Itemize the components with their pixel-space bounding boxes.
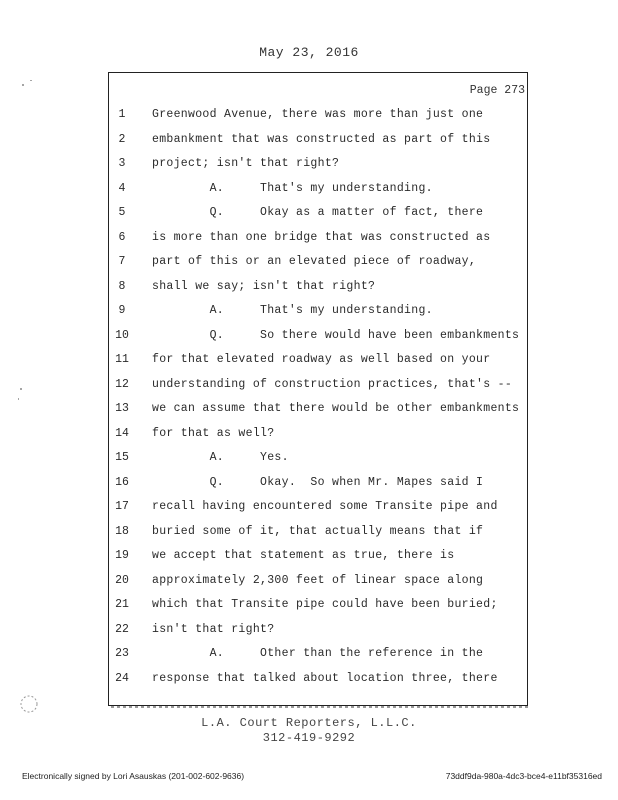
line-number: 12 [115, 377, 129, 391]
scan-speck [18, 398, 19, 400]
transcript-line [0, 593, 618, 617]
transcript-line [0, 471, 618, 495]
transcript-line [0, 667, 618, 691]
line-text: response that talked about location three, there [152, 671, 498, 685]
line-text: we can assume that there would be other embankments [152, 402, 520, 415]
line-number: 16 [115, 475, 129, 489]
line-text: Q. So there would have been embankments [152, 328, 520, 342]
court-reporters-phone: 312-419-9292 [262, 731, 356, 745]
transcript-line [0, 226, 618, 250]
line-text: we accept that statement as true, there is [152, 549, 455, 562]
line-number: 20 [115, 573, 129, 587]
transcript-line [0, 299, 618, 323]
line-number: 22 [115, 622, 129, 636]
page-number: Page 273 [469, 84, 525, 97]
line-text: isn't that right? [152, 622, 275, 636]
line-number: 6 [118, 230, 126, 244]
line-text: A. Yes. [152, 451, 289, 464]
line-number: 7 [118, 255, 126, 268]
document-hash: 73ddf9da-980a-4dc3-bce4-e11bf35316ed [445, 771, 602, 781]
line-number: 17 [115, 500, 129, 513]
line-text: Q. Okay. So when Mr. Mapes said I [152, 475, 484, 489]
line-number: 14 [115, 426, 129, 440]
scan-speck [20, 388, 22, 390]
line-text: Greenwood Avenue, there was more than just one [152, 108, 484, 121]
line-text: A. That's my understanding. [152, 304, 433, 317]
line-text: embankment that was constructed as part of this [152, 132, 491, 146]
transcript-line [0, 103, 618, 127]
line-number: 8 [118, 279, 126, 293]
transcript-line [0, 642, 618, 666]
transcript-line [0, 544, 618, 568]
line-number: 19 [115, 549, 129, 562]
line-text: for that elevated roadway as well based on your [152, 353, 491, 366]
transcript-line [0, 495, 618, 519]
transcript-line [0, 324, 618, 348]
line-number: 24 [115, 671, 129, 685]
line-text: understanding of construction practices, that's -- [152, 377, 513, 391]
line-text: A. Other than the reference in the [152, 647, 484, 660]
line-number: 1 [118, 108, 126, 121]
line-number: 18 [115, 524, 129, 538]
line-number: 3 [118, 157, 126, 170]
line-text: part of this or an elevated piece of roadway, [152, 255, 477, 268]
line-number: 11 [115, 353, 129, 366]
line-number: 13 [115, 402, 129, 415]
transcript-line [0, 373, 618, 397]
line-text: recall having encountered some Transite pipe and [152, 500, 498, 513]
scan-speck [22, 84, 24, 86]
transcript-line [0, 446, 618, 470]
line-number: 9 [118, 304, 126, 317]
line-number: 5 [118, 206, 126, 219]
line-number: 2 [118, 132, 126, 146]
line-number: 21 [115, 598, 129, 611]
deposition-date: May 23, 2016 [259, 45, 359, 60]
transcript-line [0, 348, 618, 372]
transcript-line [0, 177, 618, 201]
line-number: 23 [115, 647, 129, 660]
transcript-line [0, 250, 618, 274]
line-text: Q. Okay as a matter of fact, there [152, 206, 484, 219]
line-text: buried some of it, that actually means that if [152, 524, 484, 538]
line-text: approximately 2,300 feet of linear space along [152, 573, 484, 587]
line-number: 10 [115, 328, 129, 342]
line-text: is more than one bridge that was constructed as [152, 230, 491, 244]
line-text: for that as well? [152, 426, 275, 440]
transcript-line [0, 275, 618, 299]
line-number: 15 [115, 451, 129, 464]
transcript-line [0, 569, 618, 593]
hole-punch-mark-icon [18, 693, 40, 715]
line-text: shall we say; isn't that right? [152, 279, 376, 293]
line-text: A. That's my understanding. [152, 181, 433, 195]
frame-bottom-edge [111, 706, 529, 708]
line-text: project; isn't that right? [152, 157, 340, 170]
transcript-line [0, 128, 618, 152]
transcript-line [0, 152, 618, 176]
transcript-line [0, 618, 618, 642]
transcript-line [0, 422, 618, 446]
scan-speck [30, 80, 32, 81]
transcript-line [0, 520, 618, 544]
transcript-line [0, 397, 618, 421]
transcript-line [0, 201, 618, 225]
line-number: 4 [118, 181, 126, 195]
electronic-signature-note: Electronically signed by Lori Asauskas (201-002-602-9636) [22, 771, 245, 781]
line-text: which that Transite pipe could have been buried; [152, 598, 498, 611]
court-reporters-name: L.A. Court Reporters, L.L.C. [201, 716, 417, 730]
